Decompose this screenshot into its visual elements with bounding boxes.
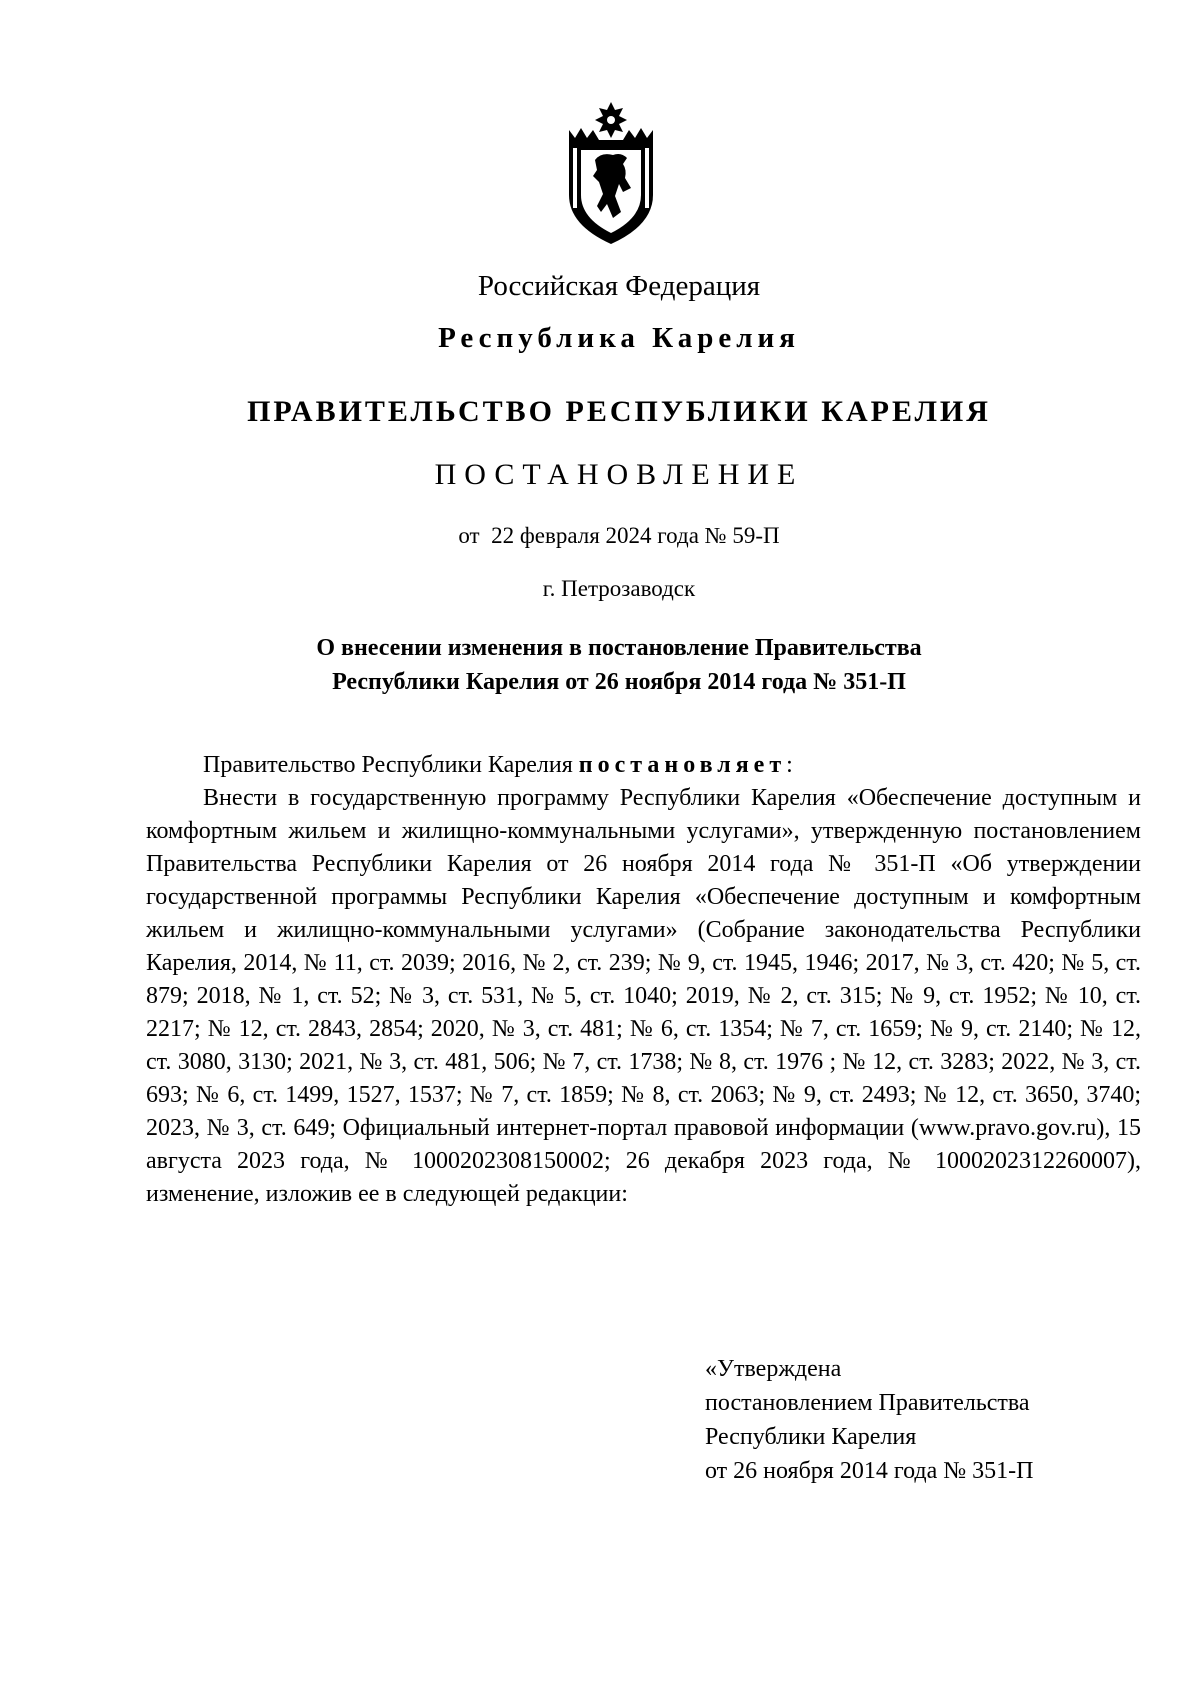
approved-line-1: «Утверждена [705,1356,842,1382]
approval-stamp-block [705,1352,1034,1488]
country-name: Российская Федерация [477,270,761,302]
title-line-2: Республики Карелия от 26 ноября 2014 года № 351-П [332,669,906,695]
karelia-coat-of-arms-icon [561,100,661,246]
government-name: ПРАВИТЕЛЬСТВО РЕСПУБЛИКИ КАРЕЛИЯ [247,395,991,428]
title-line-1: О внесении изменения в постановление Правительства [316,635,922,661]
document-title [0,631,1200,699]
document-date-number: от 22 февраля 2024 года № 59-П [458,523,780,548]
document-body [146,749,1141,1211]
decree-paragraph: Внести в государственную программу Республики Карелия «Обеспечение доступным и комфортным жильем и жилищно-коммунальными услугами», утвержденную постановлением Правительства Республики Карелия от 26 ноября 2014 года № 351-П «Об утверждении государственной программы Республики Карелия «Обеспечение доступным и комфортным жильем и жилищно-коммунальными услугами» (Собрание законодательства Республики Карелия, 2014, № 11, ст. 2039; 2016, № 2, ст. 239; № 9, ст. 1945, 1946; 2017, № 3, ст. 420; № 5, ст. 879; 2018, № 1, ст. 52; № 3, ст. 531, № 5, ст. 1040; 2019, № 2, ст. 315; № 9, ст. 1952; № 10, ст. 2217; № 12, ст. 2843, 2854; 2020, № 3, ст. 481; № 6, ст. 1354; № 7, ст. 1659; № 9, ст. 2140; № 12, ст. 3080, 3130; 2021, № 3, ст. 481, 506; № 7, ст. 1738; № 8, ст. 1976 ; № 12, ст. 3283; 2022, № 3, ст. 693; № 6, ст. 1499, 1527, 1537; № 7, ст. 1859; № 8, ст. 2063; № 9, ст. 2493; № 12, ст. 3650, 3740; 2023, № 3, ст. 649; Официальный интернет-портал правовой информации (www.pravo.gov.ru), 15 августа 2023 года, № 1000202308150002; 26 декабря 2023 года, № 1000202312260007), изменение, изложив ее в следующей редакции: [146,785,1141,1207]
approved-line-2: постановлением Правительства [705,1390,1030,1416]
document-type: ПОСТАНОВЛЕНИЕ [434,458,804,491]
decree-intro [146,749,1141,782]
decree-intro-colon: : [786,752,793,778]
approved-line-4: от 26 ноября 2014 года № 351-П [705,1458,1034,1484]
document-city: г. Петрозаводск [542,576,696,601]
republic-name: Республика Карелия [438,322,800,354]
approved-line-3: Республики Карелия [705,1424,917,1450]
decree-word: постановляет [578,752,787,778]
decree-intro-text: Правительство Республики Карелия [203,752,579,778]
